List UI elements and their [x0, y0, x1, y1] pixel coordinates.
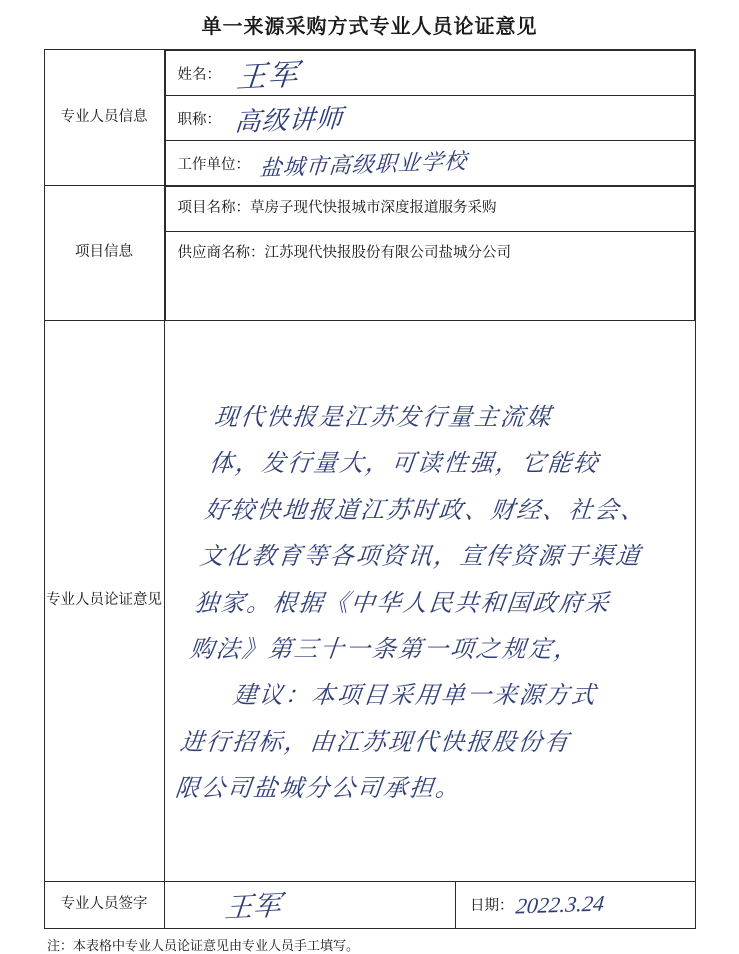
opinion-line: 独家。根据《中华人民共和国政府采 — [192, 590, 612, 617]
opinion-line: 体，发行量大，可读性强，它能较 — [207, 451, 601, 478]
opinion-line: 进行招标，由江苏现代快报股份有 — [178, 729, 571, 756]
project-info-fields — [164, 186, 695, 321]
title-field-label: 职称： — [177, 111, 221, 128]
field-row-name — [165, 51, 694, 96]
table-row-person-info — [44, 50, 695, 186]
field-row-supplier-name — [165, 231, 694, 320]
page-title: 单一来源采购方式专业人员论证意见 — [201, 16, 538, 38]
opinion-content-cell — [164, 320, 695, 881]
row-label-opinion: 专业人员论证意见 — [44, 320, 164, 881]
name-field-value-handwritten: 王军 — [235, 58, 301, 95]
opinion-line: 限公司盐城分公司承担。 — [173, 775, 463, 802]
row-label-project-info: 项目信息 — [44, 186, 164, 321]
opinion-line: 购法》第三十一条第一项之规定， — [187, 636, 581, 663]
project-name-value: 草房子现代快报城市深度报道服务采购 — [250, 200, 497, 216]
table-row-project-info — [44, 186, 695, 321]
opinion-line: 好较快地报道江苏时政、财经、社会、 — [202, 497, 648, 524]
person-info-fields — [164, 50, 695, 186]
work-unit-field-value-handwritten: 盐城市高级职业学校 — [258, 147, 469, 181]
row-label-person-info: 专业人员信息 — [44, 50, 164, 186]
signature-and-date-cell — [164, 881, 695, 928]
field-row-project-name — [165, 187, 694, 232]
signature-handwritten: 王军 — [222, 890, 282, 924]
opinion-line: 现代快报是江苏发行量主流媒 — [212, 404, 554, 431]
project-name-label: 项目名称： — [177, 200, 250, 216]
supplier-name-value: 江苏现代快报股份有限公司盐城分公司 — [264, 244, 511, 261]
footnote: 注：本表格中专业人员论证意见由专业人员手工填写。 — [47, 937, 360, 953]
row-label-signature: 专业人员签字 — [44, 881, 164, 928]
title-field-value-handwritten: 高级讲师 — [233, 103, 345, 137]
table-row-opinion — [44, 320, 695, 881]
table-row-signature — [44, 881, 695, 928]
work-unit-field-label: 工作单位： — [177, 156, 250, 173]
opinion-line: 文化教育等各项资讯，宣传资源于渠道 — [197, 543, 643, 570]
argumentation-form-table — [44, 49, 696, 929]
field-row-title — [165, 96, 694, 141]
field-row-work-unit — [165, 141, 694, 186]
supplier-name-label: 供应商名称： — [177, 244, 265, 261]
date-value-handwritten: 2022.3.24 — [514, 890, 606, 919]
opinion-line: 建议：本项目采用单一来源方式 — [231, 683, 598, 710]
opinion-handwritten-block — [141, 378, 718, 824]
name-field-label: 姓名： — [177, 66, 221, 83]
date-label: 日期： — [470, 898, 514, 915]
